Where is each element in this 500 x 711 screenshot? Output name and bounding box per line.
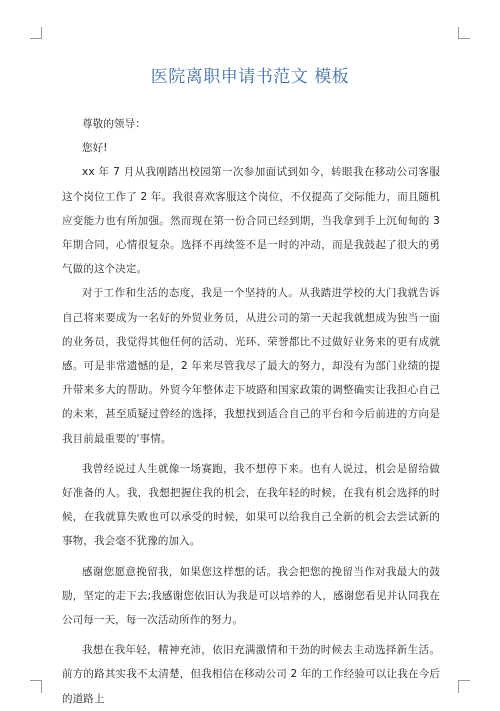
crop-mark-bottom-right-v: [458, 681, 459, 693]
crop-mark-top-left-v: [41, 27, 42, 39]
paragraph-3: 我曾经说过人生就像一场赛跑，我不想停下来。也有人说过，机会是留给做好准备的人。我，我想把握住我的机会，在我年轻的时候，在我有机会选择的时候，在我就算失败也可以承受的时候，如果可以给我自己全新的机会去尝试新的事物，我会毫不犹豫的加入。: [62, 462, 440, 548]
crop-mark-bottom-left-v: [41, 681, 42, 693]
paragraph-1: xx 年 7 月从我刚踏出校园第一次参加面试到如今，转眼我在移动公司客服这个岗位工作了 2 年。我很喜欢客服这个岗位，不仅提高了交际能力，而且随机应变能力也有所加强。然而现在第一份合同已经到期，当我拿到手上沉甸甸的 3 年期合同，心情很复杂。选择不再续签不是一时的冲动，而是我鼓起了很大的勇气做的这个决定。: [62, 166, 440, 276]
greeting: 您好!: [82, 142, 108, 155]
crop-mark-top-right-h: [458, 38, 470, 39]
salutation: 尊敬的领导：: [82, 118, 146, 130]
document-title: 医院离职申请书范文 模板: [150, 67, 350, 87]
paragraph-4: 感谢您愿意挽留我，如果您这样想的话。我会把您的挽留当作对我最大的鼓励，坚定的走下去;我感谢您依旧认为我是可以培养的人，感谢您看见并认同我在公司每一天，每一次活动所作的努力。: [62, 565, 440, 627]
crop-mark-top-right-v: [458, 27, 459, 39]
document-body: [62, 112, 440, 711]
crop-mark-bottom-right-h: [458, 680, 470, 681]
paragraph-2: 对于工作和生活的态度，我是一个坚持的人。从我踏进学校的大门我就告诉自己将来要成为一名好的外贸业务员，从进公司的第一天起我就想成为独当一面的业务员，我觉得其他任何的活动、光环、荣誉都比不过做好业务来的更有成就感。可是非常遗憾的是，2 年来尽管我尽了最大的努力，却没有为部门业绩的提升带来多大的帮助。外贸今年整体走下坡路和国家政策的调整确实让我担心自己的未来，甚至质疑过曾经的选择，我想找到适合自己的平台和今后前进的方向是我目前最重要的'事情。: [62, 287, 440, 445]
paragraph-5: 我想在我年轻，精神充沛，依旧充满激情和干劲的时候去主动选择新生活。前方的路其实我不太清楚，但我相信在移动公司 2 年的工作经验可以让我在今后的道路上: [62, 644, 440, 705]
